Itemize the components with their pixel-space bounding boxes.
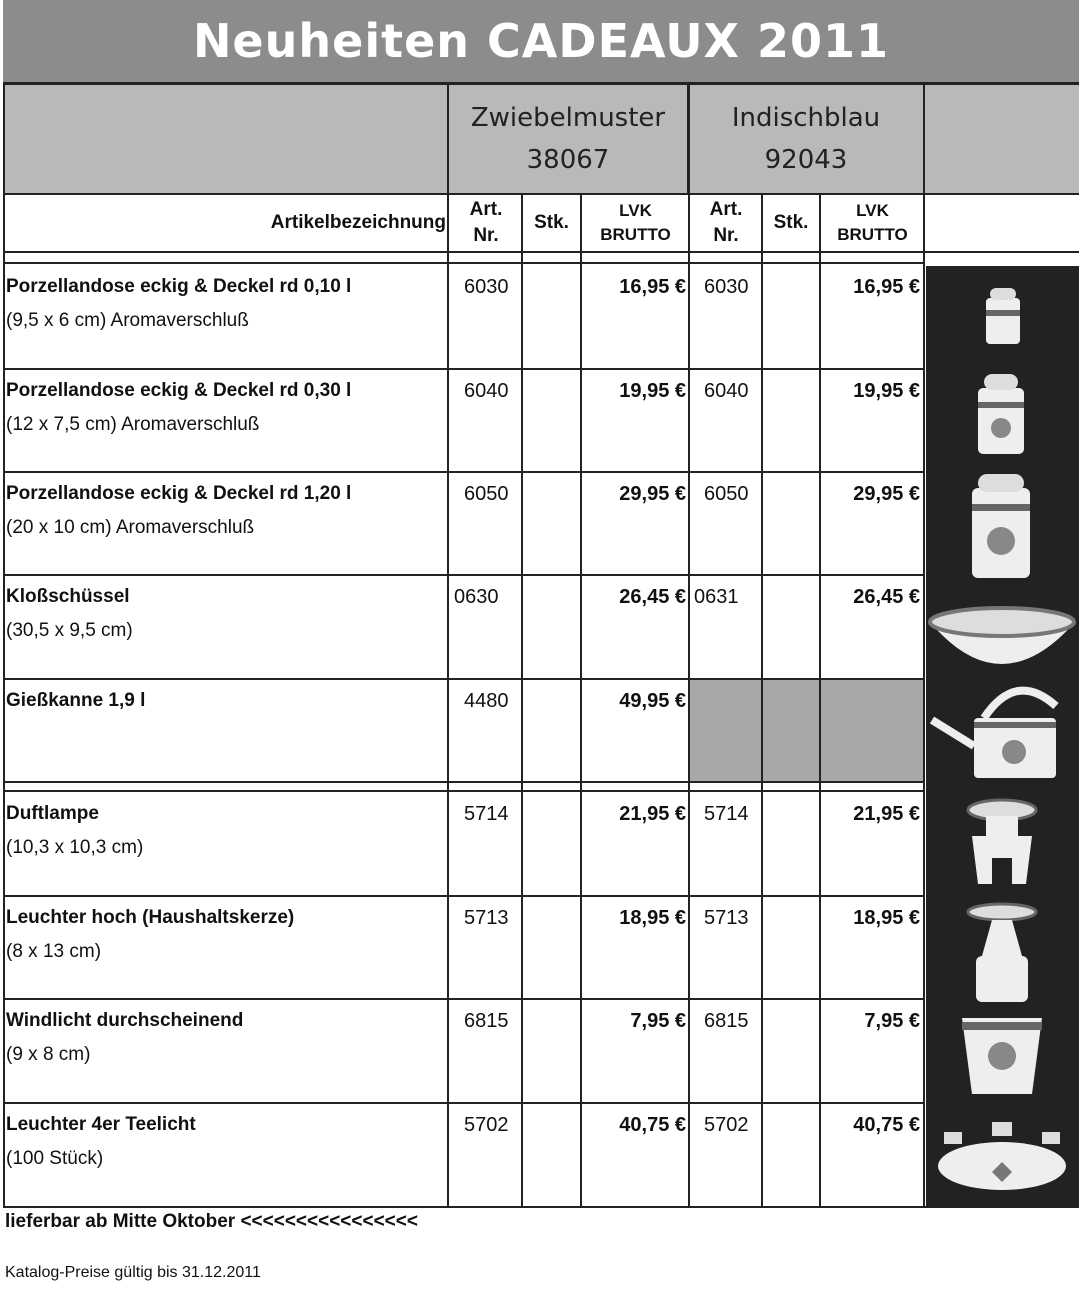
collection-zwiebelmuster — [449, 85, 689, 193]
grid-line — [3, 998, 924, 1000]
grid-line — [3, 368, 924, 370]
grid-line — [3, 781, 924, 783]
table-row — [3, 793, 924, 895]
price-zwiebelmuster: 29,95 € — [619, 483, 686, 505]
art-nr-indischblau: 6815 — [704, 1010, 749, 1032]
grid-line — [688, 85, 690, 1207]
grid-line — [3, 471, 924, 473]
price-indischblau: 7,95 € — [864, 1010, 920, 1032]
grid-line — [3, 895, 924, 897]
grid-line — [580, 193, 582, 1207]
header-blank — [3, 85, 449, 193]
product-size: (8 x 13 cm) — [6, 941, 102, 962]
table-row — [3, 576, 924, 678]
art-nr-indischblau: 5714 — [704, 803, 749, 825]
grid-line — [3, 574, 924, 576]
art-nr-indischblau: 5713 — [704, 907, 749, 929]
jar-small-icon — [986, 288, 1020, 344]
product-size: (9,5 x 6 cm) Aromaverschluß — [6, 310, 249, 331]
price-zwiebelmuster: 21,95 € — [619, 803, 686, 825]
product-name: Porzellandose eckig & Deckel rd 0,10 l — [6, 276, 352, 297]
header-blank-right — [925, 85, 1079, 193]
art-nr-indischblau: 0631 — [694, 586, 739, 608]
aroma-lamp-icon — [968, 800, 1036, 884]
price-indischblau: 29,95 € — [853, 483, 920, 505]
column-stk: Stk. — [534, 212, 569, 233]
product-size: (30,5 x 9,5 cm) — [6, 620, 133, 641]
grid-line — [3, 85, 5, 1207]
collection-code: 92043 — [764, 145, 848, 175]
price-zwiebelmuster: 19,95 € — [619, 380, 686, 402]
jar-medium-icon — [978, 374, 1024, 454]
grid-line — [819, 193, 821, 1207]
table-row — [3, 1104, 924, 1206]
art-nr-zwiebelmuster: 4480 — [464, 690, 509, 712]
validity-note: Katalog-Preise gültig bis 31.12.2011 — [5, 1264, 261, 1281]
product-size: (20 x 10 cm) Aromaverschluß — [6, 517, 255, 538]
product-size: (9 x 8 cm) — [6, 1044, 91, 1065]
price-zwiebelmuster: 7,95 € — [630, 1010, 686, 1032]
windlight-icon — [962, 1018, 1042, 1094]
divider — [3, 262, 924, 264]
collection-indischblau — [689, 85, 925, 193]
art-nr-indischblau: 6040 — [704, 380, 749, 402]
price-zwiebelmuster: 49,95 € — [619, 690, 686, 712]
product-size: (100 Stück) — [6, 1148, 104, 1169]
price-zwiebelmuster: 16,95 € — [619, 276, 686, 298]
tealight-holder-icon — [938, 1122, 1066, 1190]
page-title: Neuheiten CADEAUX 2011 — [3, 0, 1079, 85]
price-zwiebelmuster: 18,95 € — [619, 907, 686, 929]
product-name: Duftlampe — [6, 803, 99, 824]
table-row — [3, 266, 924, 368]
art-nr-zwiebelmuster: 6030 — [464, 276, 509, 298]
grid-line — [3, 678, 924, 680]
price-indischblau: 40,75 € — [853, 1114, 920, 1136]
bowl-icon — [930, 608, 1075, 664]
product-name: Porzellandose eckig & Deckel rd 1,20 l — [6, 483, 352, 504]
collection-name: Indischblau — [731, 103, 881, 133]
art-nr-indischblau: 6030 — [704, 276, 749, 298]
price-indischblau: 21,95 € — [853, 803, 920, 825]
column-lvk-brutto: LVK BRUTTO — [837, 201, 908, 244]
column-artikelbezeichnung: Artikelbezeichnung — [270, 212, 446, 233]
price-indischblau: 26,45 € — [853, 586, 920, 608]
art-nr-zwiebelmuster: 5713 — [464, 907, 509, 929]
product-name: Leuchter 4er Teelicht — [6, 1114, 196, 1135]
product-name: Porzellandose eckig & Deckel rd 0,30 l — [6, 380, 352, 401]
grid-line — [3, 790, 924, 792]
table-row — [3, 1000, 924, 1102]
product-name: Windlicht durchscheinend — [6, 1010, 244, 1031]
price-indischblau: 16,95 € — [853, 276, 920, 298]
table-row — [3, 897, 924, 999]
art-nr-zwiebelmuster: 6040 — [464, 380, 509, 402]
art-nr-indischblau: 6050 — [704, 483, 749, 505]
column-art-nr: Art. Nr. — [709, 199, 743, 246]
price-zwiebelmuster: 26,45 € — [619, 586, 686, 608]
price-indischblau: 19,95 € — [853, 380, 920, 402]
product-name: Kloßschüssel — [6, 586, 130, 607]
table-row — [3, 680, 924, 782]
column-art-nr: Art. Nr. — [469, 199, 503, 246]
product-name: Gießkanne 1,9 l — [6, 690, 146, 711]
grid-line — [761, 193, 763, 1207]
grid-line — [521, 193, 523, 1207]
product-size: (10,3 x 10,3 cm) — [6, 837, 144, 858]
art-nr-zwiebelmuster: 5714 — [464, 803, 509, 825]
product-name: Leuchter hoch (Haushaltskerze) — [6, 907, 295, 928]
grid-line — [3, 1206, 1079, 1208]
product-photo-column — [926, 266, 1079, 1208]
grid-line — [3, 1102, 924, 1104]
art-nr-zwiebelmuster: 0630 — [454, 586, 499, 608]
jar-large-icon — [972, 474, 1030, 578]
table-row — [3, 473, 924, 575]
price-indischblau: 18,95 € — [853, 907, 920, 929]
grid-line — [447, 193, 449, 1207]
column-stk: Stk. — [773, 212, 809, 233]
watering-can-icon — [932, 691, 1056, 778]
art-nr-indischblau: 5702 — [704, 1114, 749, 1136]
product-size: (12 x 7,5 cm) Aromaverschluß — [6, 414, 260, 435]
table-row — [3, 370, 924, 472]
price-zwiebelmuster: 40,75 € — [619, 1114, 686, 1136]
column-lvk-brutto: LVK BRUTTO — [600, 201, 671, 244]
art-nr-zwiebelmuster: 6050 — [464, 483, 509, 505]
collection-name: Zwiebelmuster — [470, 103, 666, 133]
candlestick-icon — [968, 904, 1036, 1002]
availability-note: lieferbar ab Mitte Oktober <<<<<<<<<<<<<<<< — [5, 1211, 418, 1232]
art-nr-zwiebelmuster: 5702 — [464, 1114, 509, 1136]
grid-line — [923, 85, 925, 1207]
collection-code: 38067 — [526, 145, 610, 175]
art-nr-zwiebelmuster: 6815 — [464, 1010, 509, 1032]
